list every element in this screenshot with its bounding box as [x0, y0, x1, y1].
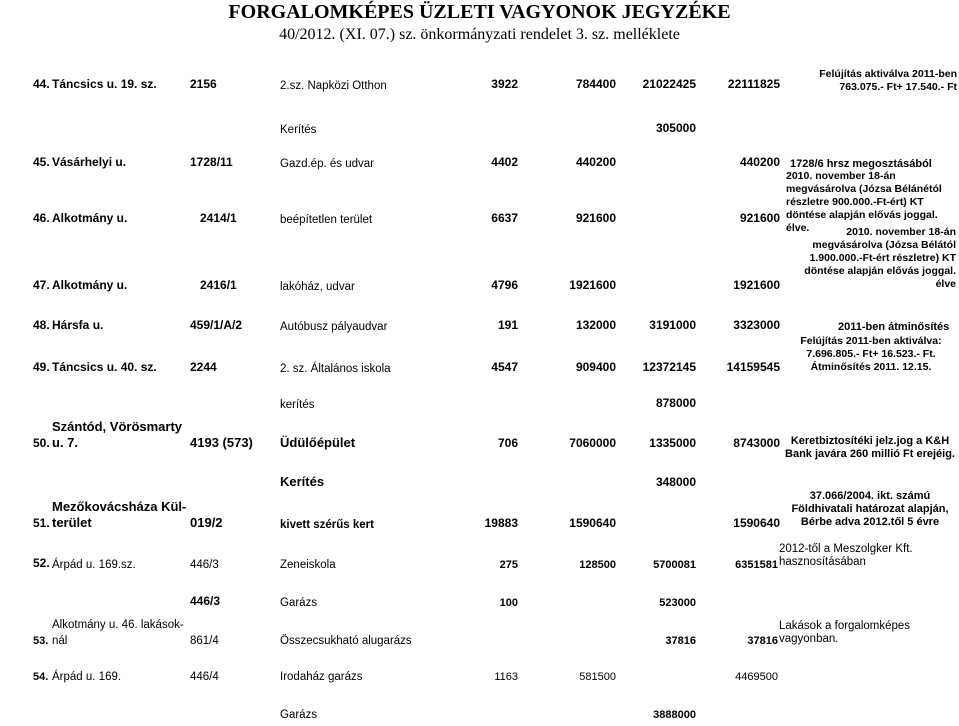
- row-name: Üdülőépület: [280, 435, 356, 450]
- row-hrsz: 019/2: [190, 515, 223, 530]
- row-address: Táncsics u. 19. sz.: [52, 77, 157, 91]
- row-area: 3922: [491, 77, 518, 91]
- row-name: Gazd.ép. és udvar: [280, 158, 374, 170]
- row-value-2: 12372145: [642, 360, 696, 374]
- row-area: 4796: [491, 278, 518, 292]
- row-number: 49.: [33, 360, 50, 374]
- row-value-1: 128500: [579, 559, 616, 571]
- row-note: 2011-ben átminősítés: [838, 321, 950, 333]
- row-number: 52.: [33, 556, 50, 570]
- row-value-3: 14159545: [726, 360, 780, 374]
- row-note: 1728/6 hrsz megosztásából: [790, 158, 932, 170]
- row-value-1: 440200: [575, 155, 616, 169]
- row-area: 100: [499, 597, 518, 609]
- row-note: 2012-től a Meszolgker Kft. hasznosításában: [779, 543, 913, 568]
- row-value-1: 7060000: [569, 436, 616, 450]
- row-area: 706: [497, 436, 518, 450]
- row-number: 54.: [33, 671, 49, 683]
- row-name: kerítés: [280, 399, 315, 411]
- row-name: 2. sz. Általános iskola: [280, 363, 391, 375]
- row-value-2: 348000: [655, 475, 696, 489]
- row-value-2: 523000: [659, 597, 696, 609]
- row-note: 2010. november 18-án megvásárolva (Józsa Bélánétól részletre 900.000.-Ft-ért) KT döntése alapján elővás joggal. élve.: [786, 170, 942, 234]
- row-value-1: 132000: [575, 318, 616, 332]
- row-value-1: 1921600: [569, 278, 616, 292]
- row-value-2: 5700081: [653, 559, 696, 571]
- row-hrsz: 2156: [190, 77, 217, 91]
- row-value-3: 8743000: [733, 436, 780, 450]
- row-area: 4547: [491, 360, 518, 374]
- row-area: 4402: [491, 155, 518, 169]
- row-value-1: 784400: [575, 77, 616, 91]
- row-note: Felújítás aktiválva 2011-ben 763.075.- Ft+ 17.540.- Ft: [819, 68, 957, 93]
- row-hrsz: 446/3: [190, 594, 221, 608]
- row-value-1: 581500: [579, 671, 616, 683]
- row-name: Kerítés: [280, 474, 325, 489]
- row-hrsz: 4193 (573): [190, 435, 253, 450]
- row-name: Kerítés: [280, 124, 317, 136]
- row-name: 2.sz. Napközi Otthon: [280, 80, 387, 92]
- row-hrsz: 2416/1: [200, 278, 237, 292]
- row-number: 44.: [33, 77, 50, 91]
- row-value-3: 37816: [747, 635, 778, 647]
- row-address-line-1: Szántód, Vörösmarty: [52, 419, 183, 434]
- row-area: 1163: [494, 671, 518, 683]
- row-number: 53.: [33, 635, 49, 647]
- row-area: 19883: [484, 516, 518, 530]
- row-value-1: 909400: [575, 360, 616, 374]
- row-address: Alkotmány u.: [52, 211, 128, 225]
- page-title: FORGALOMKÉPES ÜZLETI VAGYONOK JEGYZÉKE: [228, 1, 731, 23]
- row-value-3: 1590640: [733, 516, 780, 530]
- row-hrsz: 446/4: [190, 671, 219, 683]
- row-number: 45.: [33, 155, 50, 169]
- row-name: Irodaház garázs: [280, 671, 363, 683]
- row-address-line-2: terület: [52, 515, 92, 530]
- row-area: 6637: [491, 211, 518, 225]
- row-note: Felújítás 2011-ben aktiválva: 7.696.805.- Ft+ 16.523.- Ft. Átminősítés 2011. 12.15.: [800, 335, 942, 373]
- row-address-line-1: Alkotmány u. 46. lakások-: [52, 619, 184, 631]
- row-name: kivett szérűs kert: [280, 519, 374, 531]
- row-value-3: 4469500: [735, 671, 778, 683]
- row-value-1: 1590640: [569, 516, 616, 530]
- row-number: 51.: [33, 516, 50, 530]
- row-value-3: 22111825: [727, 77, 780, 91]
- row-note: 37.066/2004. ikt. számú Földhivatali határozat alapján, Bérbe adva 2012.től 5 évre: [791, 490, 949, 528]
- row-address-line-2: nál: [52, 635, 68, 647]
- row-name: Zeneiskola: [280, 559, 336, 571]
- row-number: 47.: [33, 278, 50, 292]
- row-area: 275: [499, 559, 518, 571]
- row-value-3: 440200: [739, 155, 780, 169]
- row-name: beépítetlen terület: [280, 214, 373, 226]
- row-address: Hársfa u.: [52, 318, 104, 332]
- row-number: 50.: [33, 436, 50, 450]
- row-note: Keretbiztosítéki jelz.jog a K&H Bank javára 260 millió Ft erejéig.: [785, 435, 955, 460]
- row-value-2: 21022425: [642, 77, 696, 91]
- row-hrsz: 861/4: [190, 635, 219, 647]
- row-number: 46.: [33, 211, 50, 225]
- row-value-2: 1335000: [649, 436, 696, 450]
- row-address: Táncsics u. 40. sz.: [52, 360, 157, 374]
- row-value-2: 305000: [655, 121, 696, 135]
- row-value-2: 37816: [665, 635, 696, 647]
- row-area: 191: [497, 318, 518, 332]
- row-name: Összecsukható alugarázs: [280, 635, 412, 647]
- row-address-line-2: u. 7.: [52, 435, 79, 450]
- row-number: 48.: [33, 318, 50, 332]
- row-note: 2010. november 18-án megvásárolva (Józsa Bélától 1.900.000.-Ft-ért részletre) KT döntése alapján elővás joggal. élve: [804, 226, 956, 290]
- row-note: Lakások a forgalomképes vagyonban.: [779, 620, 911, 645]
- row-value-2: 3888000: [653, 709, 696, 721]
- row-address: Árpád u. 169.: [52, 671, 122, 683]
- row-value-2: 3191000: [649, 318, 696, 332]
- page-subtitle: 40/2012. (XI. 07.) sz. önkormányzati rendelet 3. sz. melléklete: [279, 26, 680, 43]
- row-name: Garázs: [280, 597, 318, 609]
- row-value-3: 921600: [739, 211, 780, 225]
- row-address-line-1: Mezőkovácsháza Kül-: [52, 499, 187, 514]
- row-name: lakóház, udvar: [280, 281, 355, 293]
- row-address: Vásárhelyi u.: [52, 155, 127, 169]
- row-value-1: 921600: [575, 211, 616, 225]
- row-name: Autóbusz pályaudvar: [280, 321, 388, 333]
- row-value-3: 1921600: [733, 278, 780, 292]
- row-hrsz: 2244: [190, 360, 217, 374]
- row-name: Garázs: [280, 709, 318, 721]
- row-hrsz: 1728/11: [190, 155, 233, 169]
- row-value-3: 3323000: [733, 318, 780, 332]
- row-hrsz: 459/1/A/2: [190, 318, 243, 332]
- row-address: Árpád u. 169.sz.: [52, 559, 136, 571]
- row-address: Alkotmány u.: [52, 278, 128, 292]
- row-value-2: 878000: [655, 396, 696, 410]
- row-value-3: 6351581: [735, 559, 778, 571]
- row-hrsz: 2414/1: [200, 211, 237, 225]
- row-hrsz: 446/3: [190, 559, 219, 571]
